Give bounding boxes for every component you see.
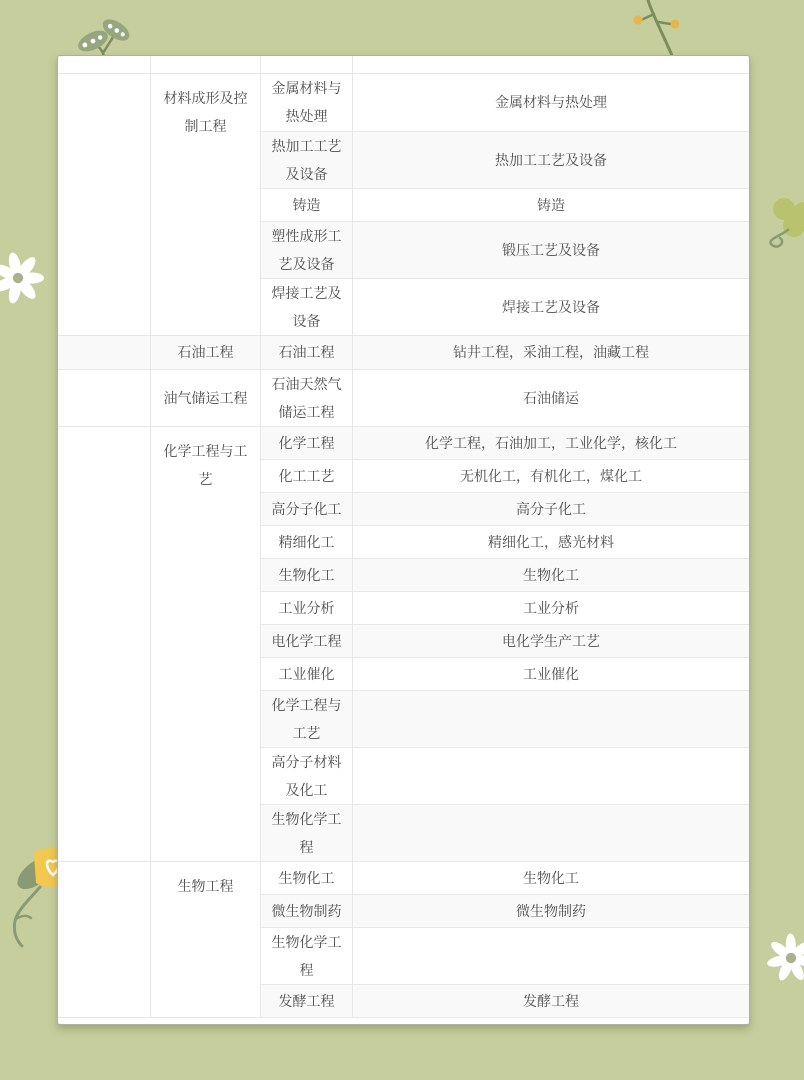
cell-group bbox=[58, 56, 151, 73]
table-row bbox=[58, 56, 749, 73]
majors-table bbox=[58, 56, 749, 1018]
table-row bbox=[58, 426, 749, 459]
cell-old-majors bbox=[353, 747, 750, 804]
cell-current-major: 生物化工 bbox=[261, 558, 353, 591]
berry-icon bbox=[671, 20, 680, 29]
cell-current-major: 电化学工程 bbox=[261, 624, 353, 657]
cell-major-category: 材料成形及控制工程 bbox=[151, 73, 261, 335]
cell-old-majors bbox=[353, 927, 750, 984]
cell-current-major: 工业分析 bbox=[261, 591, 353, 624]
cell-old-majors: 铸造 bbox=[353, 188, 750, 221]
majors-table-body bbox=[58, 56, 749, 1017]
cell-old-majors: 化学工程，石油加工，工业化学，核化工 bbox=[353, 426, 750, 459]
cell-old-majors: 工业分析 bbox=[353, 591, 750, 624]
table-row bbox=[58, 335, 749, 369]
cell-current-major: 高分子材料及化工 bbox=[261, 747, 353, 804]
daisy-center bbox=[13, 273, 23, 283]
daisy-petals bbox=[766, 933, 804, 982]
cell-old-majors: 微生物制药 bbox=[353, 894, 750, 927]
table-row bbox=[58, 369, 749, 426]
cell-current-major: 生物化学工程 bbox=[261, 927, 353, 984]
cell-old-majors: 工业催化 bbox=[353, 657, 750, 690]
cell-current-major: 塑性成形工艺及设备 bbox=[261, 221, 353, 278]
berry-icon bbox=[634, 16, 643, 25]
cell-old-majors bbox=[353, 804, 750, 861]
cell-group bbox=[58, 861, 151, 1017]
clover-icon bbox=[760, 192, 804, 272]
cell-current-major: 生物化学工程 bbox=[261, 804, 353, 861]
branch-stem bbox=[648, 0, 673, 58]
table-row bbox=[58, 73, 749, 131]
cell-old-majors: 石油储运 bbox=[353, 369, 750, 426]
cell-current-major bbox=[261, 56, 353, 73]
cell-current-major: 发酵工程 bbox=[261, 984, 353, 1017]
cell-major-category: 石油工程 bbox=[151, 335, 261, 369]
cell-group bbox=[58, 426, 151, 861]
cell-current-major: 工业催化 bbox=[261, 657, 353, 690]
cell-current-major: 生物化工 bbox=[261, 861, 353, 894]
cell-current-major: 焊接工艺及设备 bbox=[261, 278, 353, 335]
cell-current-major: 高分子化工 bbox=[261, 492, 353, 525]
cell-current-major: 化学工程与工艺 bbox=[261, 690, 353, 747]
cell-current-major: 微生物制药 bbox=[261, 894, 353, 927]
cell-old-majors: 精细化工，感光材料 bbox=[353, 525, 750, 558]
daisy-icon bbox=[0, 243, 52, 313]
cell-current-major: 石油天然气储运工程 bbox=[261, 369, 353, 426]
branch-twig bbox=[659, 22, 672, 24]
cell-old-majors: 钻井工程，采油工程，油藏工程 bbox=[353, 335, 750, 369]
cell-old-majors: 锻压工艺及设备 bbox=[353, 221, 750, 278]
cell-old-majors: 无机化工，有机化工，煤化工 bbox=[353, 459, 750, 492]
daisy-center bbox=[786, 953, 796, 963]
cell-old-majors bbox=[353, 56, 750, 73]
cell-old-majors: 热加工工艺及设备 bbox=[353, 131, 750, 188]
cell-current-major: 金属材料与热处理 bbox=[261, 73, 353, 131]
cell-old-majors: 生物化工 bbox=[353, 861, 750, 894]
content-panel bbox=[57, 55, 750, 1025]
cell-current-major: 铸造 bbox=[261, 188, 353, 221]
cell-major-category: 化学工程与工艺 bbox=[151, 426, 261, 861]
daisy-icon bbox=[758, 922, 804, 994]
cell-group bbox=[58, 335, 151, 369]
cell-old-majors: 焊接工艺及设备 bbox=[353, 278, 750, 335]
cell-group bbox=[58, 73, 151, 335]
cell-current-major: 精细化工 bbox=[261, 525, 353, 558]
cell-major-category: 油气储运工程 bbox=[151, 369, 261, 426]
clover-stem bbox=[770, 230, 788, 247]
cell-current-major: 化学工程 bbox=[261, 426, 353, 459]
cell-old-majors: 金属材料与热处理 bbox=[353, 73, 750, 131]
cell-current-major: 石油工程 bbox=[261, 335, 353, 369]
cell-group bbox=[58, 369, 151, 426]
table-row bbox=[58, 861, 749, 894]
cell-current-major: 热加工工艺及设备 bbox=[261, 131, 353, 188]
cell-major-category: 生物工程 bbox=[151, 861, 261, 1017]
cell-old-majors bbox=[353, 690, 750, 747]
tulip-stem-branch bbox=[16, 916, 31, 919]
branch-berries-icon bbox=[618, 0, 698, 62]
cell-old-majors: 生物化工 bbox=[353, 558, 750, 591]
cell-major-category bbox=[151, 56, 261, 73]
cell-old-majors: 发酵工程 bbox=[353, 984, 750, 1017]
cell-old-majors: 电化学生产工艺 bbox=[353, 624, 750, 657]
cell-current-major: 化工工艺 bbox=[261, 459, 353, 492]
cell-old-majors: 高分子化工 bbox=[353, 492, 750, 525]
